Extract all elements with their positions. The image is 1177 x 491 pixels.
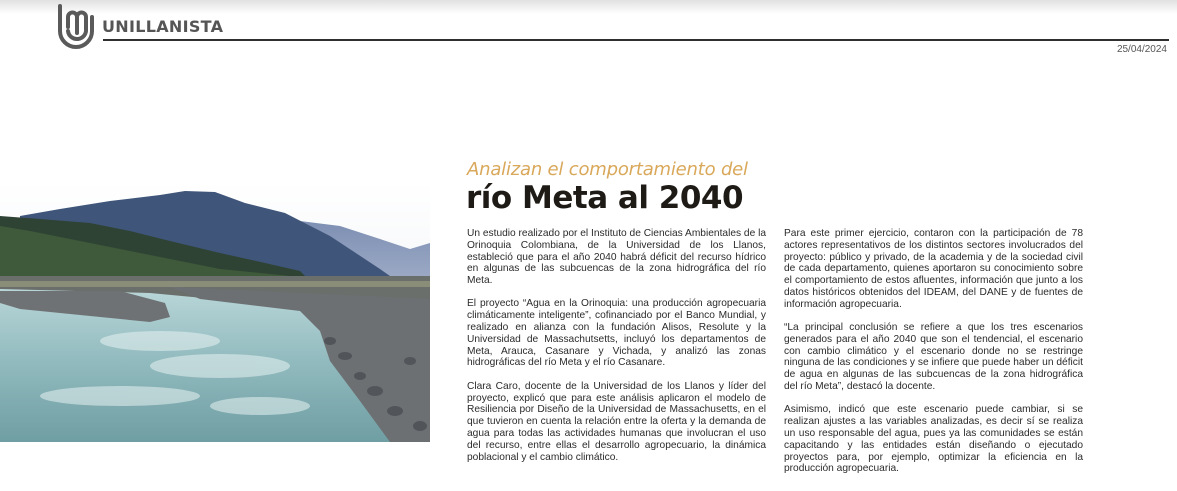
- article-column-2: [784, 228, 1083, 487]
- article-kicker: Analizan el comportamiento del: [467, 159, 748, 180]
- header-rule: [103, 39, 1169, 41]
- article-paragraph: Asimismo, indicó que este escenario puede cambiar, si se realizan ajustes a las variables analizadas, es decir sí se realiza un uso responsable del agua, pues ya las comunidades se están capacitando y las entidades están diseñando o ejecutado proyectos para, por ejemplo, optimizar la eficiencia en la producción agropecuaria.: [784, 404, 1083, 475]
- article-headline: río Meta al 2040: [466, 180, 744, 216]
- article-column-1: [467, 228, 766, 475]
- article-paragraph: Un estudio realizado por el Instituto de Ciencias Ambientales de la Orinoquia Colombiana, de la Universidad de los Llanos, estableció que para el año 2040 habrá déficit del recurso hídrico en algunas de las subcuencas de la zona hidrográfica del río Meta.: [467, 228, 767, 287]
- top-shade: [0, 0, 1177, 14]
- publication-date: 25/04/2024: [1116, 44, 1167, 55]
- article-paragraph: Clara Caro, docente de la Universidad de los Llanos y líder del proyecto, explicó que para este análisis aplicaron el modelo de Resiliencia por Diseño de la Universidad de Massachusetts, en el que tuvieron en cuenta la relación entre la oferta y la demanda de agua para todas las actividades humanas que involucran el uso del recurso, entre ellas el desarrollo agropecuario, la dinámica poblacional y el cambio climático.: [467, 380, 766, 463]
- article-paragraph: Para este primer ejercicio, contaron con la participación de 78 actores representativos de los distintos sectores involucrados del proyecto: público y privado, de la academia y de la sociedad civil de cada departamento, quienes aportaron su conocimiento sobre el comportamiento de estos afluentes, información que junto a los datos históricos obtenidos del IDEAM, del DANE y de fuentes de información agropecuaria.: [784, 228, 1083, 310]
- article-paragraph: El proyecto “Agua en la Orinoquia: una producción agropecuaria climáticamente inteligente”, cofinanciado por el Banco Mundial, y realizado en alianza con la fundación Alisos, Resolute y la Universidad de Massachutsetts, incluyó los departamentos de Meta, Arauca, Casanare y Vichada, y analizó las zonas hidrográficas del río Meta y el río Casanare.: [467, 298, 766, 369]
- unillanos-logo-icon: [56, 3, 98, 53]
- article-paragraph: “La principal conclusión se refiere a que los tres escenarios generados para el año 2040 que son el tendencial, el escenario con cambio climático y el escenario donde no se restringe ninguna de las condiciones y se infiere que puede haber un déficit de agua en algunas de las subcuencas de la zona hidrográfica del río Meta”, destacó la docente.: [784, 322, 1083, 393]
- brand-name: UNILLANISTA: [102, 17, 224, 36]
- river-photo: [0, 181, 430, 442]
